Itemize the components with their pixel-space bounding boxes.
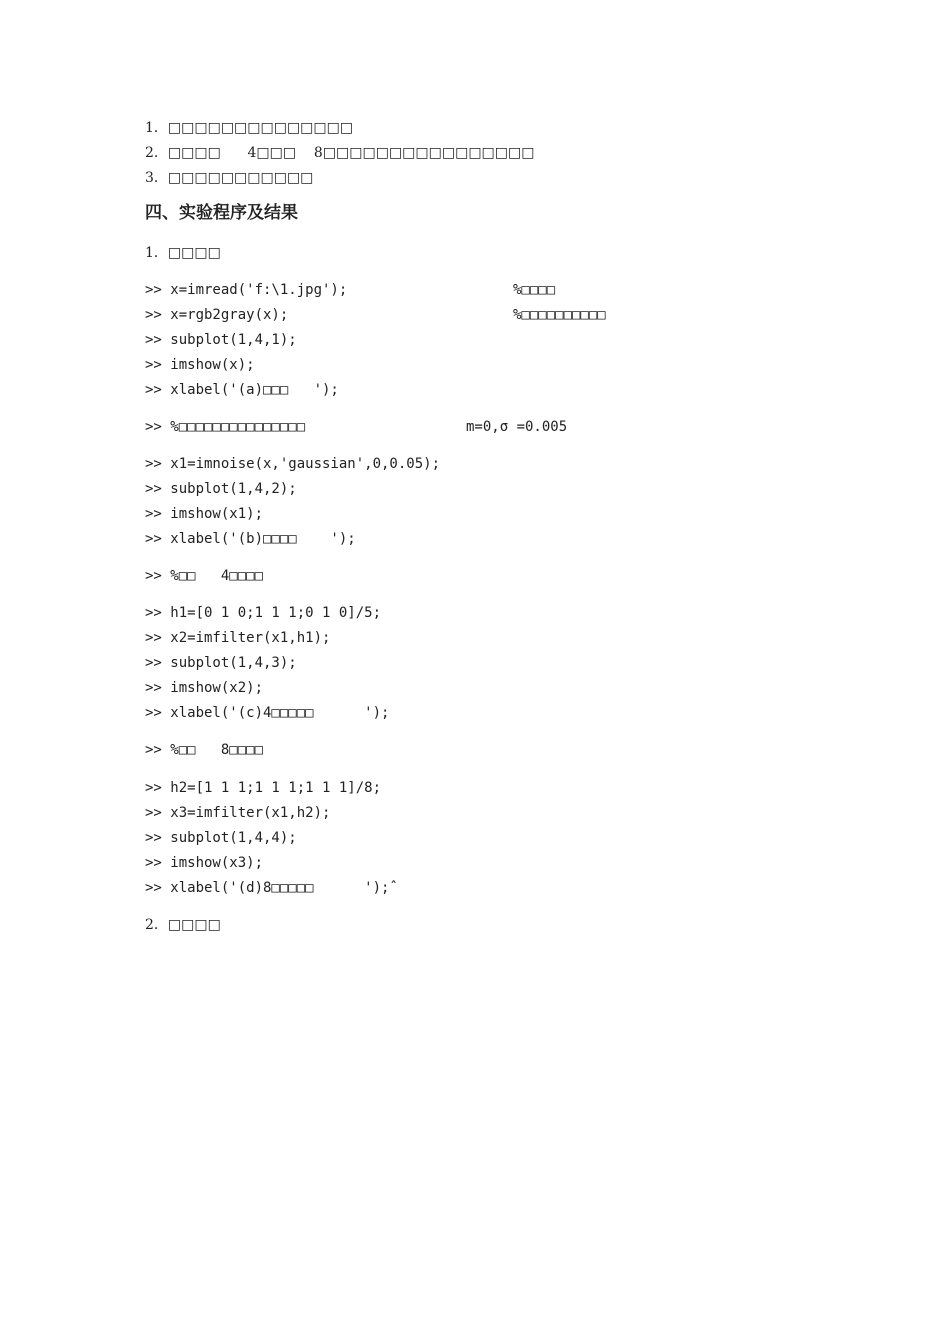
code-line: >> subplot(1,4,2);	[145, 481, 297, 497]
subsection-2-title: 2．□□□□	[145, 917, 221, 933]
code-comment: %□□□□	[513, 282, 556, 298]
code-line: >> h2=[1 1 1;1 1 1;1 1 1]/8;	[145, 780, 382, 796]
code-line: >> imshow(x);	[145, 357, 255, 373]
subsection-1-title: 1．□□□□	[145, 245, 221, 261]
code-line: >> xlabel('(b)□□□□ ');	[145, 531, 356, 547]
code-line: >> %□□ 4□□□□	[145, 568, 264, 584]
code-line: >> subplot(1,4,3);	[145, 655, 297, 671]
code-line: >> xlabel('(c)4□□□□□ ');	[145, 705, 390, 721]
step-1-text: 1．□□□□□□□□□□□□□□	[145, 120, 354, 136]
section-title: 四、实验程序及结果	[145, 203, 298, 223]
code-line: >> xlabel('(a)□□□ ');	[145, 382, 339, 398]
step-2-text: 2．□□□□ 4□□□ 8□□□□□□□□□□□□□□□□	[145, 145, 535, 161]
code-comment: %□□□□□□□□□□	[513, 307, 606, 323]
step-3-text: 3．□□□□□□□□□□□	[145, 170, 314, 186]
code-line: >> xlabel('(d)8□□□□□ ');ˆ	[145, 880, 398, 896]
code-line: >> x=rgb2gray(x);	[145, 307, 289, 323]
code-line: >> %□□ 8□□□□	[145, 742, 264, 758]
code-line: >> imshow(x3);	[145, 855, 264, 871]
code-line: >> %□□□□□□□□□□□□□□□	[145, 419, 306, 435]
code-line: >> x1=imnoise(x,'gaussian',0,0.05);	[145, 456, 441, 472]
code-line: >> x2=imfilter(x1,h1);	[145, 630, 331, 646]
code-line: >> x3=imfilter(x1,h2);	[145, 805, 331, 821]
code-line: >> imshow(x1);	[145, 506, 264, 522]
code-line: >> imshow(x2);	[145, 680, 264, 696]
code-line: >> subplot(1,4,1);	[145, 332, 297, 348]
noise-params-text: m=0,σ =0.005	[466, 419, 568, 435]
code-line: >> h1=[0 1 0;1 1 1;0 1 0]/5;	[145, 605, 382, 621]
code-line: >> subplot(1,4,4);	[145, 830, 297, 846]
code-line: >> x=imread('f:\1.jpg');	[145, 282, 348, 298]
